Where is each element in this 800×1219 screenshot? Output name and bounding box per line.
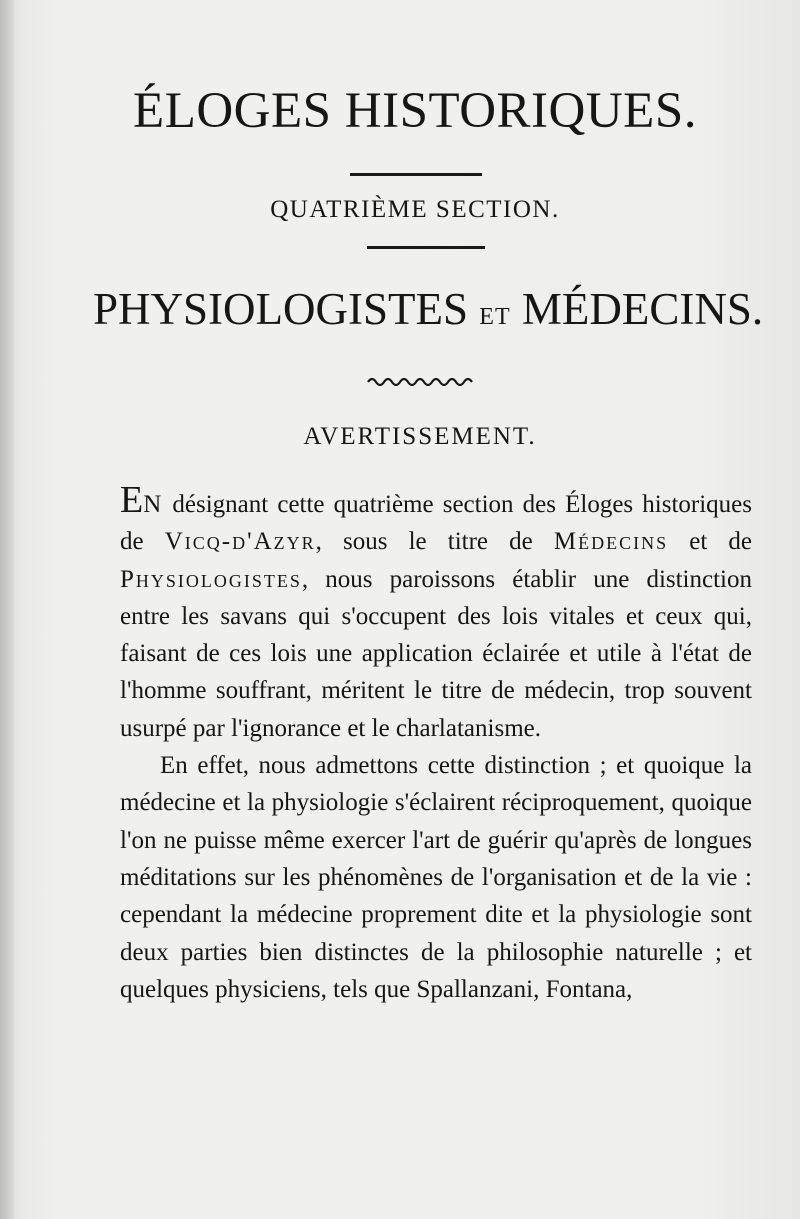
term-medecins: Médecins bbox=[553, 528, 669, 556]
page-title: ÉLOGES HISTORIQUES. bbox=[133, 83, 697, 139]
lead-letters: N bbox=[143, 491, 164, 518]
notice-heading: AVERTISSEMENT. bbox=[303, 423, 537, 450]
divider-rule-top bbox=[350, 173, 482, 176]
subject-heading bbox=[93, 283, 763, 335]
subject-part1: PHYSIOLOGISTES bbox=[93, 284, 469, 334]
paragraph-1-text-b: , sous le titre de bbox=[315, 528, 554, 556]
page-gutter-shadow bbox=[0, 0, 14, 1219]
divider-rule-middle bbox=[367, 246, 485, 249]
paragraph-1-text-c: et de bbox=[668, 528, 752, 556]
paragraph-1-text-a: désignant cette quatrième section des Éloges historiques de bbox=[120, 491, 752, 556]
paragraph-1-text-d: , nous paroissons établir une distinction entre les savans qui s'occupent des lois vitales et ceux qui, faisant de ces lois une application éclairée et utile à l'état de l'homme souffrant, méritent le titre de médecin, trop souvent usurpé par l'ignorance et le charlatanisme. bbox=[120, 565, 752, 742]
ornamental-squiggle bbox=[366, 375, 476, 389]
drop-cap: E bbox=[120, 479, 144, 521]
subject-connector: ET bbox=[479, 304, 511, 330]
subject-part2: MÉDECINS. bbox=[521, 284, 764, 334]
term-physiologistes: Physiologistes bbox=[120, 565, 302, 593]
paragraph-1 bbox=[120, 479, 752, 747]
body-text bbox=[120, 479, 752, 1008]
author-name: Vicq-d'Azyr bbox=[164, 528, 316, 556]
paragraph-2: En effet, nous admettons cette distinction ; et quoique la médecine et la physiologie s'éclairent réciproquement, quoique l'on ne puisse même exercer l'art de guérir qu'après de longues méditations sur les phénomènes de l'organisation et de la vie : cependant la médecine proprement dite et la physiologie sont deux parties bien distinctes de la philosophie naturelle ; et quelques physiciens, tels que Spallanzani, Fontana, bbox=[120, 752, 752, 1003]
section-heading: QUATRIÈME SECTION. bbox=[270, 196, 560, 223]
